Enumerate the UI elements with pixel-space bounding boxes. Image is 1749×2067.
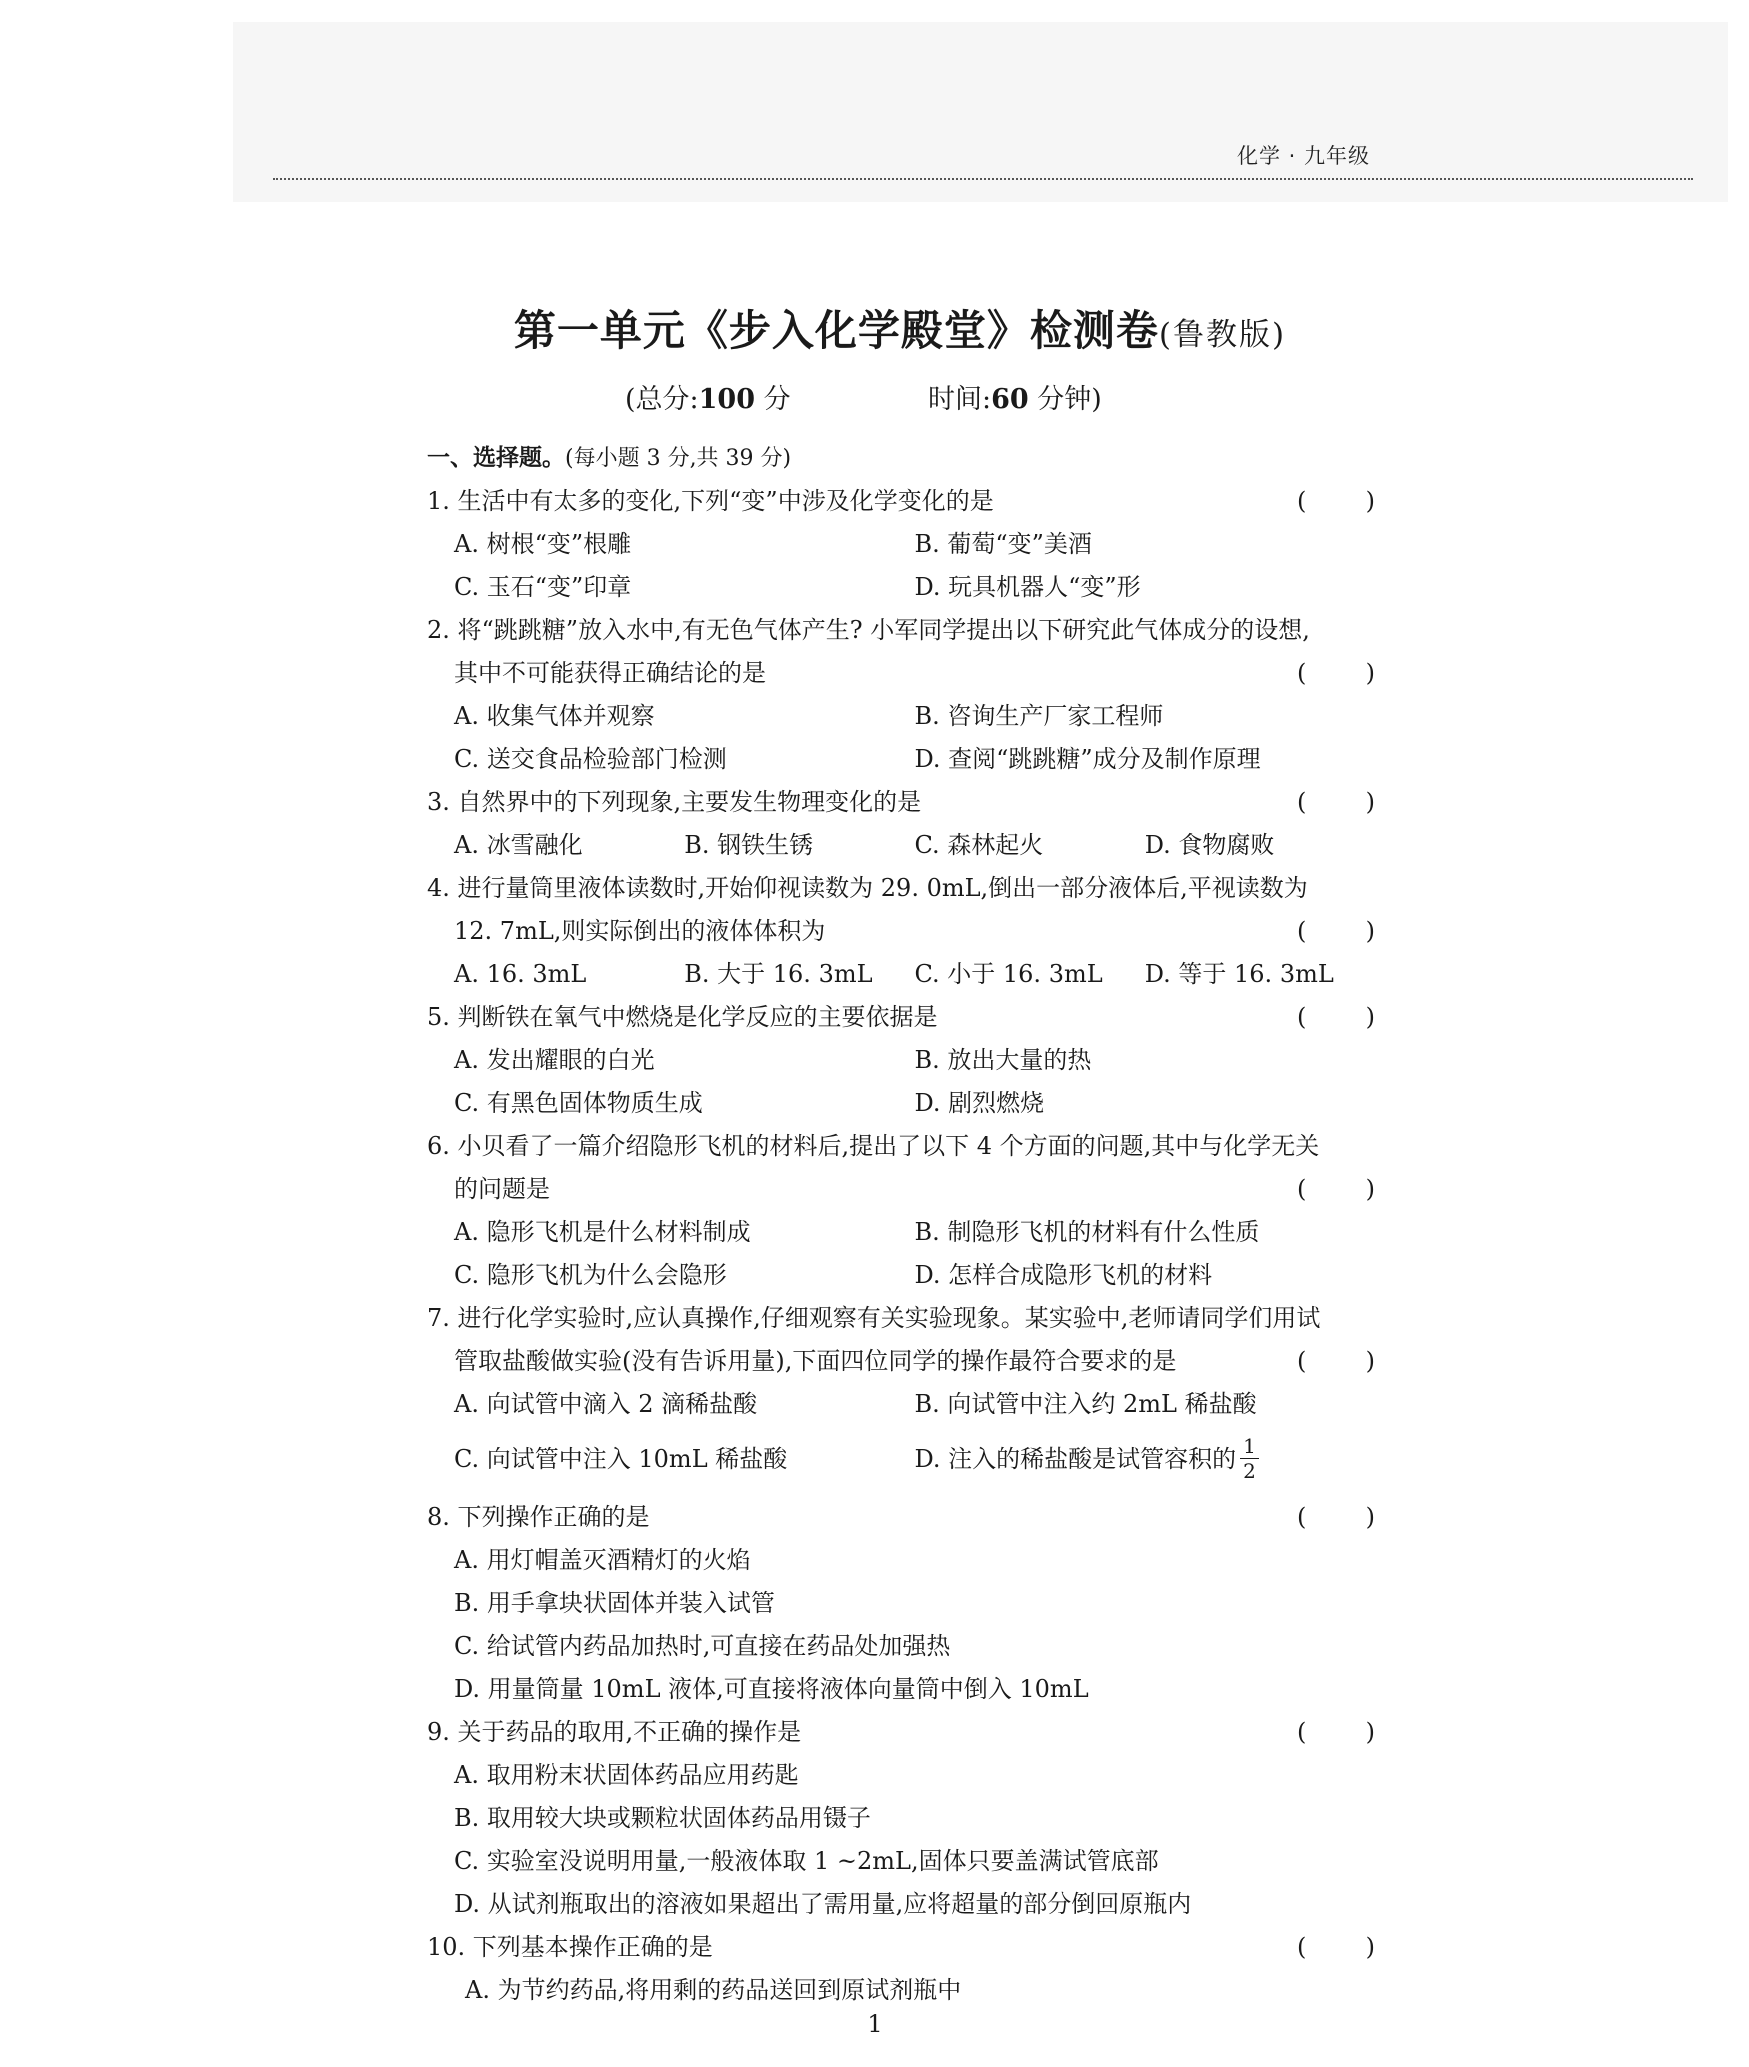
option-a[interactable]: A. 树根“变”根雕 (454, 530, 632, 558)
option-c[interactable]: C. 实验室没说明用量,一般液体取 1 ~2mL,固体只要盖满试管底部 (454, 1847, 1159, 1875)
option-a[interactable]: A. 用灯帽盖灭酒精灯的火焰 (454, 1546, 751, 1574)
answer-blank[interactable]: ( ) (1297, 1175, 1375, 1203)
option-c[interactable]: C. 向试管中注入 10mL 稀盐酸 (454, 1445, 788, 1473)
header-band (233, 22, 1728, 202)
score-prefix: (总分: (625, 384, 699, 415)
option-d[interactable] (915, 1426, 1376, 1496)
question (427, 1926, 1375, 2012)
question (427, 781, 1375, 867)
option-a[interactable]: A. 16. 3mL (454, 960, 587, 988)
fraction-one-half (1240, 1436, 1259, 1481)
section-title: 一、选择题。 (427, 445, 565, 471)
question (427, 1496, 1375, 1711)
question (427, 1711, 1375, 1926)
question-stem: 6. 小贝看了一篇介绍隐形飞机的材料后,提出了以下 4 个方面的问题,其中与化学无关 (427, 1132, 1320, 1160)
option-a[interactable]: A. 为节约药品,将用剩的药品送回到原试剂瓶中 (465, 1976, 962, 2004)
question-list (427, 437, 1375, 2012)
option-c[interactable]: C. 玉石“变”印章 (454, 573, 632, 601)
question-stem: 8. 下列操作正确的是 ( ) (427, 1496, 1375, 1539)
section-scoring-note: (每小题 3 分,共 39 分) (565, 446, 792, 471)
question-stem: 2. 将“跳跳糖”放入水中,有无色气体产生? 小军同学提出以下研究此气体成分的设想, (427, 616, 1310, 644)
answer-blank[interactable]: ( ) (1297, 487, 1375, 515)
option-d[interactable]: D. 等于 16. 3mL (1144, 960, 1334, 988)
option-d[interactable]: D. 玩具机器人“变”形 (914, 573, 1141, 601)
score-value: 100 (698, 384, 756, 415)
option-d[interactable]: D. 从试剂瓶取出的溶液如果超出了需用量,应将超量的部分倒回原瓶内 (454, 1890, 1192, 1918)
option-c[interactable]: C. 有黑色固体物质生成 (454, 1089, 703, 1117)
answer-blank[interactable]: ( ) (1297, 659, 1375, 687)
option-c[interactable]: C. 给试管内药品加热时,可直接在药品处加强热 (454, 1632, 951, 1660)
option-b[interactable]: B. 钢铁生锈 (684, 831, 814, 859)
question (427, 609, 1375, 781)
question-stem: 9. 关于药品的取用,不正确的操作是 ( ) (427, 1711, 1375, 1754)
question-stem-continued: 12. 7mL,则实际倒出的液体体积为 ( ) (427, 910, 1375, 953)
option-c[interactable]: C. 隐形飞机为什么会隐形 (454, 1261, 727, 1289)
page-title (400, 298, 1400, 358)
answer-blank[interactable]: ( ) (1297, 788, 1375, 816)
option-b[interactable]: B. 制隐形飞机的材料有什么性质 (914, 1218, 1260, 1246)
question-stem: 7. 进行化学实验时,应认真操作,仔细观察有关实验现象。某实验中,老师请同学们用试 (427, 1304, 1321, 1332)
answer-blank[interactable]: ( ) (1297, 1718, 1375, 1746)
title-edition: (鲁教版) (1158, 317, 1287, 353)
fraction-numerator: 1 (1240, 1436, 1259, 1459)
section-heading (427, 437, 1375, 480)
header-subject: 化学 · 九年级 (1236, 144, 1370, 168)
option-a[interactable]: A. 冰雪融化 (454, 831, 583, 859)
option-a[interactable]: A. 向试管中滴入 2 滴稀盐酸 (454, 1390, 758, 1418)
option-group (427, 1539, 1375, 1711)
option-group (427, 523, 1375, 609)
question (427, 996, 1375, 1125)
question-stem: 3. 自然界中的下列现象,主要发生物理变化的是 ( ) (427, 781, 1375, 824)
question-stem: 4. 进行量筒里液体读数时,开始仰视读数为 29. 0mL,倒出一部分液体后,平视读数为 (427, 874, 1308, 902)
question-stem-continued: 的问题是 ( ) (427, 1168, 1375, 1211)
option-a[interactable]: A. 取用粉末状固体药品应用药匙 (454, 1761, 799, 1789)
option-d[interactable]: D. 用量筒量 10mL 液体,可直接将液体向量筒中倒入 10mL (454, 1675, 1089, 1703)
option-group (427, 1969, 1375, 2012)
total-score (625, 377, 791, 416)
option-d[interactable]: D. 查阅“跳跳糖”成分及制作原理 (914, 745, 1261, 773)
score-suffix: 分 (755, 384, 791, 415)
option-group (427, 953, 1375, 996)
question-stem: 5. 判断铁在氧气中燃烧是化学反应的主要依据是 ( ) (427, 996, 1375, 1039)
question-stem: 1. 生活中有太多的变化,下列“变”中涉及化学变化的是 ( ) (427, 480, 1375, 523)
answer-blank[interactable]: ( ) (1297, 1503, 1375, 1531)
answer-blank[interactable]: ( ) (1297, 1003, 1375, 1031)
header-divider (273, 178, 1693, 180)
option-group (427, 1754, 1375, 1926)
option-b[interactable]: B. 放出大量的热 (914, 1046, 1092, 1074)
answer-blank[interactable]: ( ) (1297, 917, 1375, 945)
option-group (427, 1039, 1375, 1125)
option-d[interactable]: D. 怎样合成隐形飞机的材料 (914, 1261, 1213, 1289)
option-a[interactable]: A. 发出耀眼的白光 (454, 1046, 655, 1074)
option-b[interactable]: B. 向试管中注入约 2mL 稀盐酸 (914, 1390, 1257, 1418)
option-group (427, 824, 1375, 867)
option-group (427, 1383, 1375, 1496)
time-suffix: 分钟) (1028, 384, 1102, 415)
option-c[interactable]: C. 森林起火 (914, 831, 1044, 859)
option-c[interactable]: C. 小于 16. 3mL (914, 960, 1103, 988)
time-prefix: 时间: (928, 384, 992, 415)
option-a[interactable]: A. 收集气体并观察 (454, 702, 655, 730)
title-main: 第一单元《步入化学殿堂》检测卷 (513, 306, 1159, 355)
question-stem: 10. 下列基本操作正确的是 ( ) (427, 1926, 1375, 1969)
option-d[interactable]: D. 食物腐败 (1144, 831, 1275, 859)
page-number: 1 (867, 2010, 883, 2038)
question-stem-continued: 管取盐酸做实验(没有告诉用量),下面四位同学的操作最符合要求的是 ( ) (427, 1340, 1375, 1383)
option-b[interactable]: B. 用手拿块状固体并装入试管 (454, 1589, 775, 1617)
option-group (427, 695, 1375, 781)
question (427, 1125, 1375, 1297)
question (427, 867, 1375, 996)
answer-blank[interactable]: ( ) (1297, 1933, 1375, 1961)
question (427, 480, 1375, 609)
fraction-denominator: 2 (1243, 1459, 1256, 1483)
question-stem-continued: 其中不可能获得正确结论的是 ( ) (427, 652, 1375, 695)
option-b[interactable]: B. 咨询生产厂家工程师 (914, 702, 1164, 730)
question (427, 1297, 1375, 1496)
option-a[interactable]: A. 隐形飞机是什么材料制成 (454, 1218, 751, 1246)
time-value: 60 (991, 384, 1029, 415)
time-limit (928, 377, 1102, 416)
answer-blank[interactable]: ( ) (1297, 1347, 1375, 1375)
option-d-text: D. 注入的稀盐酸是试管容积的 (914, 1445, 1237, 1473)
option-group (427, 1211, 1375, 1297)
option-b[interactable]: B. 大于 16. 3mL (684, 960, 873, 988)
option-c[interactable]: C. 送交食品检验部门检测 (454, 745, 727, 773)
option-b[interactable]: B. 取用较大块或颗粒状固体药品用镊子 (454, 1804, 871, 1832)
option-b[interactable]: B. 葡萄“变”美酒 (914, 530, 1092, 558)
option-d[interactable]: D. 剧烈燃烧 (914, 1089, 1045, 1117)
